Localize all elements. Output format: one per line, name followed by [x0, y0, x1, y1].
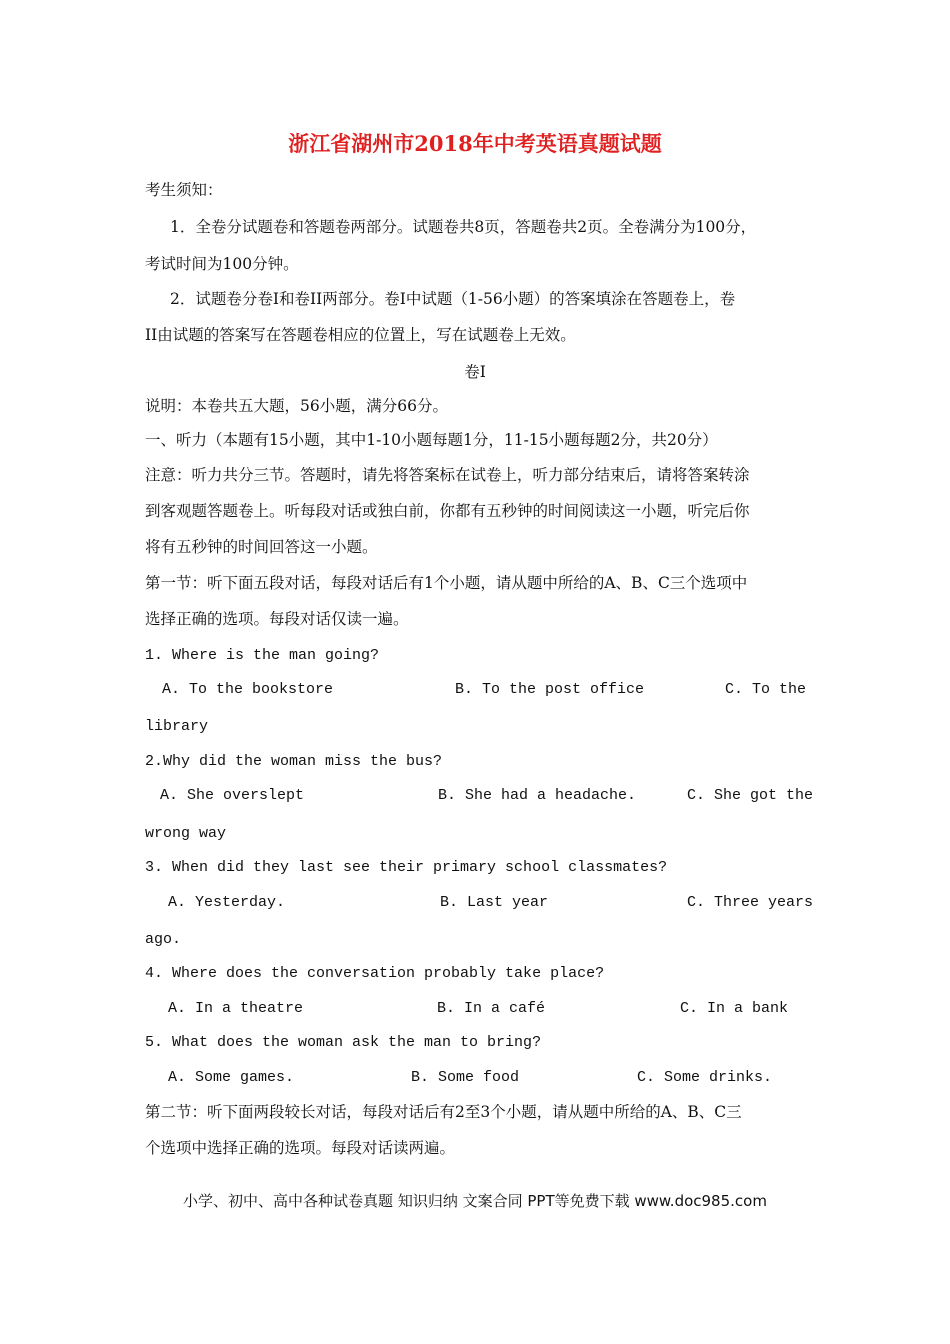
part-1-line-1: 第一节：听下面五段对话，每段对话后有1个小题，请从题中所给的A、B、C三个选项中 [145, 574, 748, 592]
question-4-option-b: B. In a café [437, 1000, 546, 1017]
question-2-option-a: A. She overslept [160, 787, 305, 804]
volume-label: 卷I [464, 363, 486, 381]
question-4-option-c: C. In a bank [680, 1000, 789, 1017]
question-3: 3. When did they last see their primary school classmates? [145, 859, 668, 876]
question-2-option-c: C. She got the [687, 787, 814, 804]
notice-heading: 考生须知： [145, 181, 223, 199]
explanation: 说明：本卷共五大题，56小题，满分66分。 [145, 397, 448, 415]
part-2-line-1: 第二节：听下面两段较长对话，每段对话后有2至3个小题，请从题中所给的A、B、C三 [145, 1103, 742, 1121]
rule-2-line-1: 2．试题卷分卷I和卷II两部分。卷I中试题（1-56小题）的答案填涂在答题卷上，卷 [170, 290, 736, 308]
question-3-option-b: B. Last year [440, 894, 549, 911]
question-3-option-a: A. Yesterday. [168, 894, 286, 911]
section-1-heading: 一、听力（本题有15小题，其中1-10小题每题1分，11-15小题每题2分，共20分） [145, 431, 718, 449]
rule-1-line-2: 考试时间为100分钟。 [145, 255, 299, 273]
question-5-option-b: B. Some food [411, 1069, 520, 1086]
page-title: 浙江省湖州市2018年中考英语真题试题 [288, 131, 662, 156]
question-2-option-c-wrap: wrong way [145, 825, 227, 842]
attention-line-3: 将有五秒钟的时间回答这一小题。 [145, 538, 378, 556]
question-1-option-c: C. To the [725, 681, 807, 698]
question-2: 2.Why did the woman miss the bus? [145, 753, 443, 770]
question-1-option-b: B. To the post office [455, 681, 645, 698]
question-2-option-b: B. She had a headache. [438, 787, 637, 804]
question-1: 1. Where is the man going? [145, 647, 380, 664]
rule-2-line-2: II由试题的答案写在答题卷相应的位置上，写在试题卷上无效。 [145, 326, 576, 344]
attention-line-2: 到客观题答题卷上。听每段对话或独白前，你都有五秒钟的时间阅读这一小题，听完后你 [145, 502, 750, 520]
attention-line-1: 注意：听力共分三节。答题时，请先将答案标在试卷上，听力部分结束后，请将答案转涂 [145, 466, 750, 484]
question-5: 5. What does the woman ask the man to bring? [145, 1034, 542, 1051]
question-4: 4. Where does the conversation probably take place? [145, 965, 605, 982]
part-1-line-2: 选择正确的选项。每段对话仅读一遍。 [145, 610, 409, 628]
question-3-option-c-wrap: ago. [145, 931, 182, 948]
rule-1-line-1: 1．全卷分试题卷和答题卷两部分。试题卷共8页，答题卷共2页。全卷满分为100分， [170, 218, 757, 236]
question-5-option-a: A. Some games. [168, 1069, 295, 1086]
part-2-line-2: 个选项中选择正确的选项。每段对话读两遍。 [145, 1139, 456, 1157]
footer-text: 小学、初中、高中各种试卷真题 知识归纳 文案合同 PPT等免费下载 www.doc985.com [183, 1192, 767, 1210]
question-1-option-a: A. To the bookstore [162, 681, 334, 698]
question-5-option-c: C. Some drinks. [637, 1069, 773, 1086]
question-4-option-a: A. In a theatre [168, 1000, 304, 1017]
question-1-option-c-wrap: library [145, 718, 209, 735]
question-3-option-c: C. Three years [687, 894, 814, 911]
